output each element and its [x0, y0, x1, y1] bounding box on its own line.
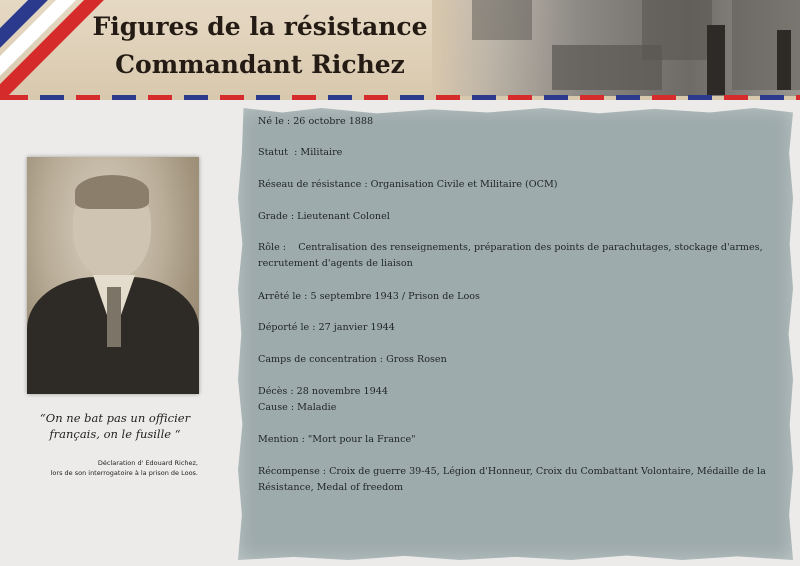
dash-segment	[40, 95, 64, 100]
quote-source-line2: lors de son interrogatoire à la prison de Loos.	[50, 469, 198, 477]
field-arrete: Arrêté le : 5 septembre 1943 / Prison de Loos	[258, 291, 480, 302]
tricolor-dash-line	[0, 95, 800, 100]
dash-segment	[76, 95, 100, 100]
quote-source-line1: Déclaration d' Edouard Richez,	[97, 459, 198, 467]
dash-segment	[256, 95, 280, 100]
dash-segment	[112, 95, 136, 100]
dash-segment	[652, 95, 676, 100]
dash-segment	[292, 95, 316, 100]
dash-segment	[472, 95, 496, 100]
dash-segment	[400, 95, 424, 100]
dash-segment	[148, 95, 172, 100]
field-recompense: Récompense : Croix de guerre 39-45, Légion d'Honneur, Croix du Combattant Volontaire, Médaille de la Résistance, Medal of freedom	[258, 466, 769, 493]
dash-segment	[436, 95, 460, 100]
header-banner	[0, 0, 800, 100]
page-title: Figures de la résistance	[92, 12, 428, 41]
dash-segment	[220, 95, 244, 100]
quote-source	[20, 458, 198, 478]
dash-segment	[4, 95, 28, 100]
portrait-photo	[27, 157, 199, 394]
dash-segment	[364, 95, 388, 100]
field-cause: Cause : Maladie	[258, 402, 337, 413]
field-deces: Décès : 28 novembre 1944	[258, 386, 388, 397]
field-reseau: Réseau de résistance : Organisation Civile et Militaire (OCM)	[258, 179, 558, 190]
dash-segment	[724, 95, 748, 100]
liberation-photo	[432, 0, 800, 96]
field-deporte: Déporté le : 27 janvier 1944	[258, 322, 395, 333]
field-mention: Mention : "Mort pour la France"	[258, 434, 416, 445]
dash-segment	[184, 95, 208, 100]
dash-segment	[544, 95, 568, 100]
dash-segment	[796, 95, 800, 100]
quote-text: “On ne bat pas un officier français, on le fusille “	[39, 411, 191, 441]
dash-segment	[580, 95, 604, 100]
field-statut: Statut : Militaire	[258, 147, 343, 158]
dash-segment	[508, 95, 532, 100]
field-naissance: Né le : 26 octobre 1888	[258, 116, 374, 127]
dash-segment	[616, 95, 640, 100]
dash-segment	[688, 95, 712, 100]
field-grade: Grade : Lieutenant Colonel	[258, 211, 390, 222]
page-subtitle: Commandant Richez	[115, 50, 405, 79]
dash-segment	[760, 95, 784, 100]
dash-segment	[328, 95, 352, 100]
field-camp: Camps de concentration : Gross Rosen	[258, 354, 447, 365]
field-role: Rôle : Centralisation des renseignements, préparation des points de parachutages, stockage d'armes, recrutement d'agents de liaison	[258, 242, 766, 269]
